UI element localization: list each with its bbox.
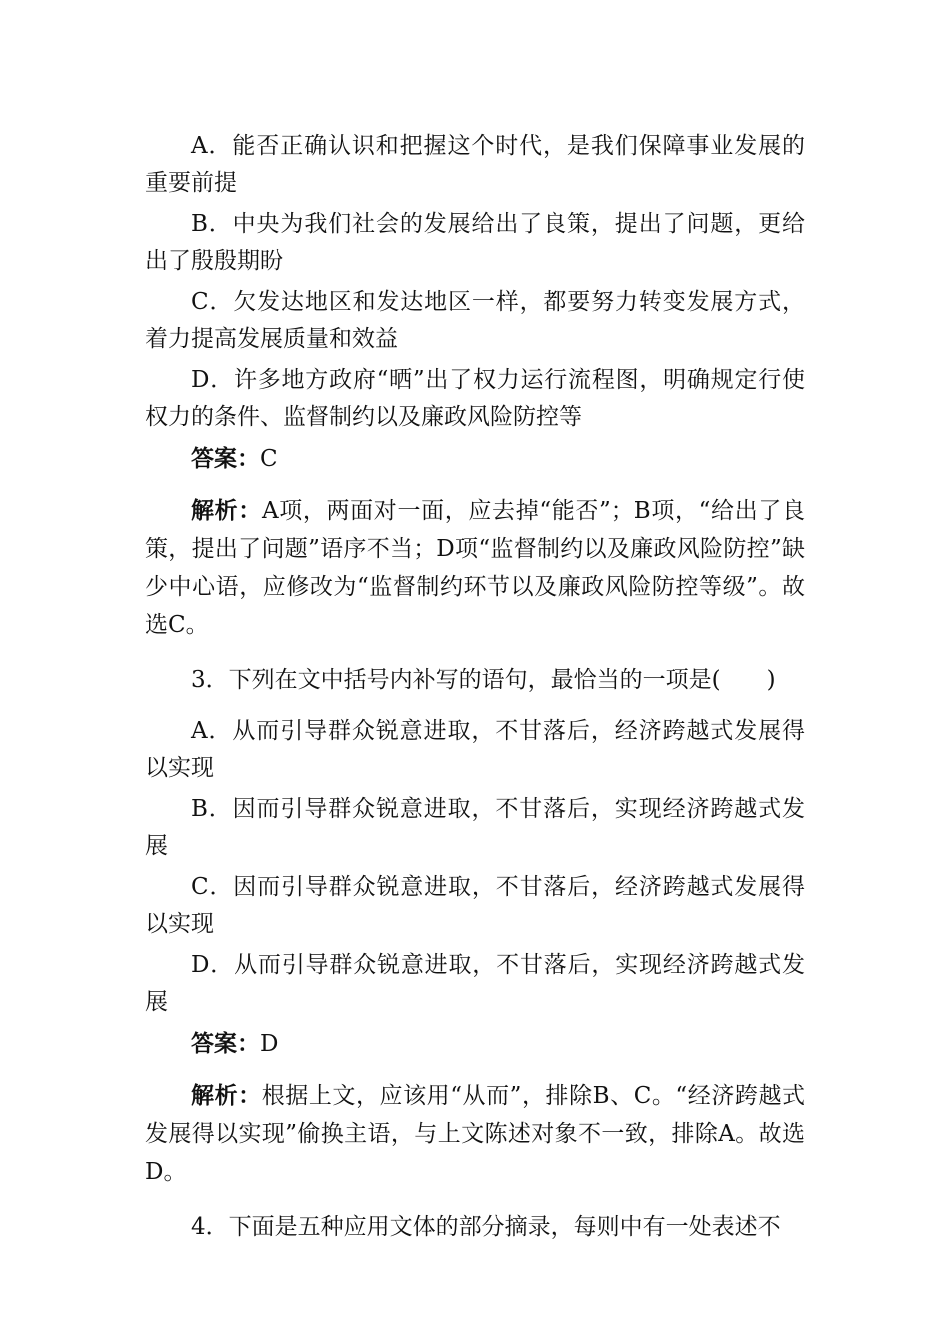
q3-analysis-text: 根据上文，应该用“从而”，排除B、C。“经济跨越式发展得以实现”偷换主语，与上文陈述对象不一致，排除A。故选D。 (145, 1083, 806, 1185)
q2-analysis-text: A项，两面对一面，应去掉“能否”；B项，“给出了良策，提出了问题”语序不当；D项“监督制约以及廉政风险防控”缺少中心语，应修改为“监督制约环节以及廉政风险防控等级”。故选C。 (145, 498, 805, 638)
q3-answer (145, 1025, 805, 1063)
q2-answer (145, 440, 805, 478)
q2-option-a: A．能否正确认识和把握这个时代，是我们保障事业发展的重要前提 (145, 133, 805, 196)
q2-option-c: C．欠发达地区和发达地区一样，都要努力转变发展方式，着力提高发展质量和效益 (145, 289, 805, 352)
q3-option-c: C．因而引导群众锐意进取，不甘落后，经济跨越式发展得以实现 (145, 874, 805, 937)
q3-option-b: B．因而引导群众锐意进取，不甘落后，实现经济跨越式发展 (145, 796, 805, 859)
document-page (145, 128, 805, 1246)
q3-option-d: D．从而引导群众锐意进取，不甘落后，实现经济跨越式发展 (145, 952, 805, 1015)
q2-option-d: D．许多地方政府“晒”出了权力运行流程图，明确规定行使权力的条件、监督制约以及廉政风险防控等 (145, 367, 805, 430)
q4-stem: 4．下面是五种应用文体的部分摘录，每则中有一处表述不 (191, 1214, 781, 1240)
q3-analysis-label: 解析： (191, 1082, 262, 1109)
q2-analysis-label: 解析： (191, 497, 262, 524)
q2-answer-label: 答案： (191, 445, 260, 472)
q3-stem: 3．下列在文中括号内补写的语句，最恰当的一项是( ) (191, 667, 776, 693)
q2-option-b: B．中央为我们社会的发展给出了良策，提出了问题，更给出了殷殷期盼 (145, 211, 805, 274)
q3-analysis (145, 1077, 805, 1191)
q3-answer-label: 答案： (191, 1030, 260, 1057)
q2-answer-value: C (260, 446, 278, 472)
q3-answer-value: D (260, 1031, 279, 1057)
q2-analysis (145, 492, 805, 644)
q3-option-a: A．从而引导群众锐意进取，不甘落后，经济跨越式发展得以实现 (145, 718, 805, 781)
